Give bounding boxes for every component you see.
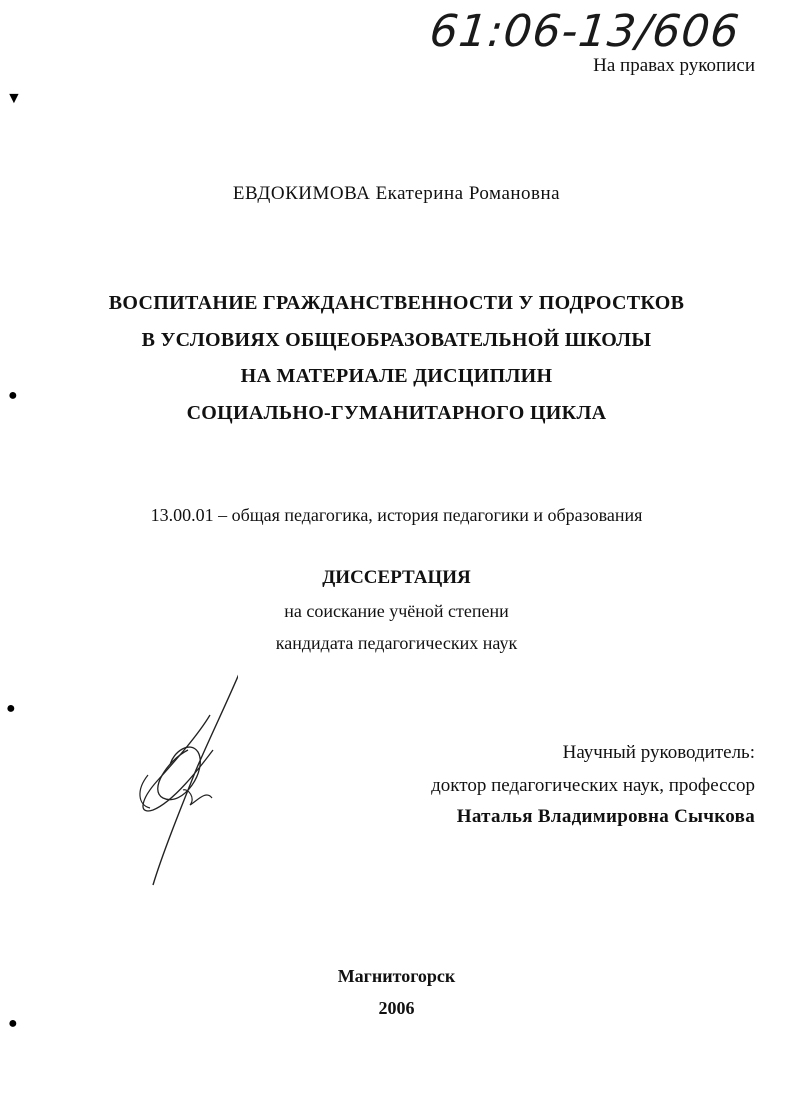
margin-dot-mark: ●	[8, 387, 18, 404]
document-type: ДИССЕРТАЦИЯ	[322, 567, 471, 588]
signature	[128, 640, 238, 890]
supervisor-label: Научный руководитель:	[562, 742, 755, 763]
margin-dot-mark: ●	[6, 700, 16, 717]
degree-name: кандидата педагогических наук	[275, 633, 518, 653]
degree-purpose: на соискание учёной степени	[284, 601, 509, 621]
handwritten-registry-number: 61:06-13/606	[427, 6, 743, 57]
margin-arrow-mark: ▼	[6, 90, 22, 107]
supervisor-name: Наталья Владимировна Сычкова	[456, 806, 755, 827]
author-name: ЕВДОКИМОВА Екатерина Романовна	[232, 183, 561, 204]
rights-note: На правах рукописи	[593, 55, 755, 76]
title-line: ВОСПИТАНИЕ ГРАЖДАНСТВЕННОСТИ У ПОДРОСТКОВ	[108, 292, 685, 314]
title-line: НА МАТЕРИАЛЕ ДИСЦИПЛИН	[240, 365, 553, 387]
supervisor-title: доктор педагогических наук, профессор	[431, 775, 755, 796]
margin-dot-mark: ●	[8, 1015, 18, 1032]
title-line: СОЦИАЛЬНО-ГУМАНИТАРНОГО ЦИКЛА	[186, 401, 607, 424]
city: Магнитогорск	[337, 966, 456, 986]
dissertation-title	[0, 285, 793, 431]
title-line: В УСЛОВИЯХ ОБЩЕОБРАЗОВАТЕЛЬНОЙ ШКОЛЫ	[141, 328, 652, 351]
specialty-code: 13.00.01 – общая педагогика, история педагогики и образования	[150, 505, 643, 525]
year: 2006	[378, 998, 415, 1018]
